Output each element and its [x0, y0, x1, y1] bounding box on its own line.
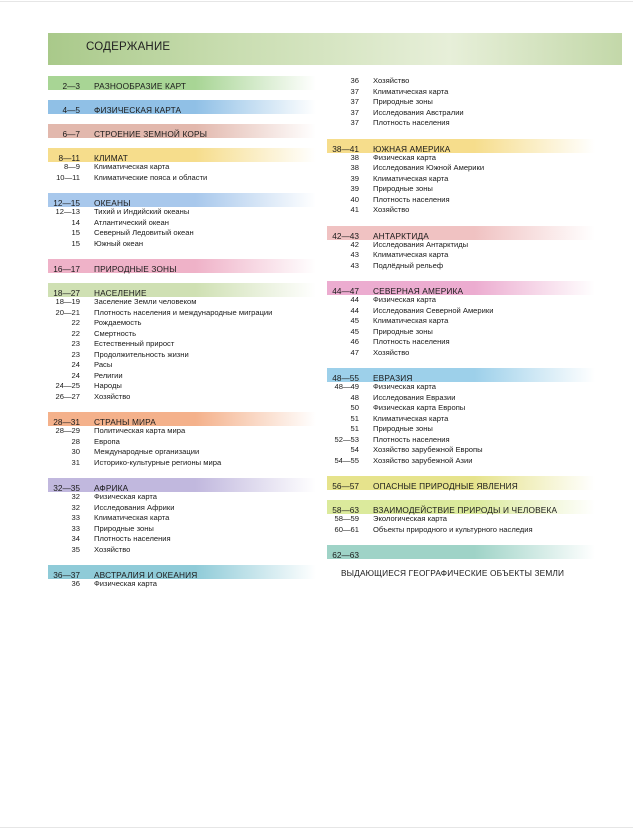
entry-title: Плотность населения — [373, 194, 450, 204]
section-title: СТРОЕНИЕ ЗЕМНОЙ КОРЫ — [94, 129, 208, 139]
entry-title: Климатическая карта — [373, 316, 449, 325]
section-heading[interactable] — [327, 226, 595, 240]
section-pages: 4—5 — [62, 105, 80, 115]
toc-entry[interactable] — [327, 403, 595, 414]
entry-pages: 20—21 — [55, 307, 80, 317]
section-pages: 16—17 — [53, 264, 80, 274]
section-heading[interactable] — [48, 259, 316, 273]
section-title: ЮЖНАЯ АМЕРИКА — [373, 143, 451, 154]
entry-pages: 37 — [350, 107, 359, 117]
toc-entry[interactable] — [48, 350, 316, 361]
section-color-band — [48, 193, 316, 207]
toc-entry[interactable] — [327, 414, 595, 425]
entry-pages: 8—9 — [63, 162, 80, 171]
entry-pages: 28—29 — [55, 426, 80, 435]
entry-title: Южный океан — [94, 238, 144, 248]
entry-title: Климатические пояса и области — [94, 172, 208, 182]
toc-entry[interactable] — [327, 424, 595, 435]
toc-entry[interactable] — [327, 184, 595, 195]
toc-entry[interactable] — [327, 393, 595, 404]
section-color-band — [48, 148, 316, 162]
toc-section — [48, 259, 316, 273]
entry-pages: 26—27 — [55, 391, 80, 401]
section-pages: 36—37 — [53, 570, 80, 580]
entry-pages: 51 — [350, 413, 359, 423]
entry-pages: 37 — [350, 118, 359, 127]
entry-title: Северный Ледовитый океан — [94, 228, 194, 237]
entry-pages: 39 — [350, 184, 359, 193]
toc-column-right — [327, 76, 595, 578]
toc-entry[interactable] — [327, 327, 595, 338]
section-pages: 6—7 — [62, 129, 80, 139]
toc-entry[interactable] — [327, 205, 595, 216]
section-heading[interactable] — [48, 148, 316, 162]
toc-entry[interactable] — [48, 545, 316, 556]
entry-pages: 50 — [350, 403, 359, 412]
section-heading[interactable] — [327, 368, 595, 382]
entry-title: Климатическая карта — [373, 413, 449, 423]
toc-entry[interactable] — [327, 316, 595, 327]
toc-section — [48, 76, 316, 90]
entry-pages: 33 — [71, 523, 80, 533]
entry-title: Природные зоны — [373, 97, 433, 106]
toc-section — [327, 500, 595, 535]
entry-title: Исследования Южной Америки — [373, 163, 485, 172]
section-title: ОПАСНЫЕ ПРИРОДНЫЕ ЯВЛЕНИЯ — [373, 481, 518, 491]
section-heading[interactable] — [48, 478, 316, 492]
entry-title: Плотность населения — [373, 337, 450, 346]
section-color-band — [327, 139, 595, 153]
entry-pages: 32 — [71, 502, 80, 512]
entry-pages: 54 — [350, 445, 359, 454]
section-title: РАЗНООБРАЗИЕ КАРТ — [94, 81, 187, 91]
entry-pages: 41 — [350, 205, 359, 214]
entry-pages: 39 — [350, 173, 359, 183]
toc-entry[interactable] — [327, 435, 595, 446]
section-color-band — [48, 478, 316, 492]
toc-entry[interactable] — [327, 348, 595, 359]
toc-entry[interactable] — [48, 318, 316, 329]
entry-title: Климатическая карта — [94, 513, 170, 522]
entry-pages: 10—11 — [56, 172, 80, 182]
section-title: ЕВРАЗИЯ — [373, 373, 413, 383]
page-title: СОДЕРЖАНИЕ — [86, 41, 171, 53]
section-pages: 44—47 — [332, 286, 359, 296]
entry-pages: 43 — [350, 260, 359, 270]
section-pages: 38—41 — [332, 143, 359, 154]
toc-entry[interactable] — [48, 228, 316, 239]
toc-section — [327, 368, 595, 466]
section-title: ОКЕАНЫ — [94, 198, 131, 208]
section-color-band — [48, 100, 316, 114]
toc-entry[interactable] — [48, 492, 316, 503]
entry-title: Рождаемость — [94, 318, 142, 327]
entry-title: Хозяйство зарубежной Европы — [373, 445, 483, 454]
entry-title: Плотность населения — [94, 534, 171, 543]
entry-title: Климатическая карта — [373, 86, 449, 96]
section-pages: 62—63 — [332, 550, 359, 560]
toc-entry[interactable] — [327, 250, 595, 261]
toc-entry[interactable] — [48, 308, 316, 319]
entry-title: Исследования Евразии — [373, 392, 456, 402]
toc-entry[interactable] — [48, 513, 316, 524]
section-color-band — [48, 283, 316, 297]
toc-entry[interactable] — [327, 240, 595, 251]
toc-entry[interactable] — [327, 445, 595, 456]
contents-header — [48, 33, 622, 65]
toc-section — [327, 139, 595, 216]
toc-entry[interactable] — [48, 162, 316, 173]
entry-pages: 48 — [350, 392, 359, 402]
entry-pages: 36 — [71, 579, 80, 588]
toc-entry[interactable] — [48, 239, 316, 250]
section-title: АВСТРАЛИЯ И ОКЕАНИЯ — [94, 570, 198, 580]
section-heading[interactable] — [48, 124, 316, 138]
entry-pages: 32 — [71, 492, 80, 501]
entry-title: Физическая карта — [94, 492, 158, 501]
entry-title: Природные зоны — [373, 326, 433, 336]
entry-pages: 23 — [71, 349, 80, 359]
toc-section — [48, 100, 316, 114]
entry-title: Европа — [94, 436, 120, 446]
entry-title: Расы — [94, 360, 113, 369]
entry-title: Природные зоны — [94, 523, 154, 533]
toc-section — [48, 412, 316, 468]
section-color-band — [327, 226, 595, 240]
toc-entry[interactable] — [327, 76, 595, 87]
section-heading[interactable] — [48, 412, 316, 426]
section-heading[interactable] — [48, 565, 316, 579]
bottom-rule — [0, 827, 633, 828]
entry-title: Экологическая карта — [373, 514, 447, 523]
section-heading[interactable] — [48, 100, 316, 114]
toc-entry[interactable] — [327, 382, 595, 393]
entry-title: Народы — [94, 381, 122, 390]
entry-title: Природные зоны — [373, 184, 433, 193]
section-title: ПРИРОДНЫЕ ЗОНЫ — [94, 264, 177, 274]
toc-entry[interactable] — [48, 329, 316, 340]
toc-section — [48, 478, 316, 555]
section-color-band — [48, 259, 316, 273]
toc-entry[interactable] — [48, 360, 316, 371]
toc-entry[interactable] — [327, 87, 595, 98]
section-title: АФРИКА — [94, 483, 129, 493]
entry-title: Климатическая карта — [373, 173, 449, 183]
section-color-band — [48, 412, 316, 426]
section-pages: 12—15 — [53, 198, 80, 208]
entry-title: Заселение Земли человеком — [94, 297, 197, 306]
section-title: АНТАРКТИДА — [373, 230, 429, 241]
entry-title: Хозяйство — [373, 76, 410, 85]
entry-pages: 28 — [71, 436, 80, 446]
toc-entry[interactable] — [48, 534, 316, 545]
entry-title: Природные зоны — [373, 424, 433, 433]
section-heading[interactable] — [327, 476, 595, 490]
toc-entry[interactable] — [327, 108, 595, 119]
entry-pages: 42 — [350, 239, 359, 249]
toc-entry[interactable] — [48, 207, 316, 218]
section-pages: 32—35 — [53, 483, 80, 493]
entry-pages: 35 — [71, 544, 80, 554]
entry-title: Физическая карта Европы — [373, 403, 466, 412]
entry-title: Хозяйство — [373, 205, 410, 214]
top-rule — [0, 1, 633, 2]
entry-title: Хозяйство — [94, 391, 131, 401]
toc-entry[interactable] — [48, 426, 316, 437]
entry-pages: 48—49 — [334, 382, 359, 391]
entry-pages: 37 — [350, 97, 359, 106]
entry-pages: 45 — [350, 316, 359, 325]
toc-entry[interactable] — [327, 337, 595, 348]
section-title: ВЫДАЮЩИЕСЯ ГЕОГРАФИЧЕСКИЕ ОБЪЕКТЫ ЗЕМЛИ — [341, 568, 565, 578]
entry-pages: 12—13 — [55, 207, 80, 216]
section-heading[interactable] — [327, 500, 595, 514]
entry-pages: 22 — [71, 328, 80, 338]
entry-pages: 45 — [350, 326, 359, 336]
section-pages: 56—57 — [332, 481, 359, 491]
entry-title: Тихий и Индийский океаны — [94, 207, 190, 216]
toc-section — [48, 124, 316, 138]
toc-column-left — [48, 76, 316, 600]
entry-pages: 47 — [350, 347, 359, 357]
entry-pages: 34 — [71, 534, 80, 543]
toc-entry[interactable] — [327, 153, 595, 164]
entry-title: Религии — [94, 370, 123, 380]
section-color-band — [327, 545, 595, 559]
section-heading[interactable] — [48, 193, 316, 207]
toc-section — [48, 565, 316, 590]
entry-title: Политическая карта мира — [94, 426, 186, 435]
entry-pages: 38 — [350, 163, 359, 172]
toc-entry[interactable] — [327, 174, 595, 185]
entry-title: Подлёдный рельеф — [373, 260, 444, 270]
toc-entry[interactable] — [48, 381, 316, 392]
entry-title: Атлантический океан — [94, 217, 169, 227]
entry-title: Историко-культурные регионы мира — [94, 457, 222, 467]
entry-pages: 18—19 — [55, 297, 80, 306]
toc-entry[interactable] — [48, 458, 316, 469]
entry-title: Продолжительность жизни — [94, 349, 189, 359]
toc-section — [327, 226, 595, 272]
entry-pages: 60—61 — [334, 524, 359, 534]
toc-entry[interactable] — [48, 392, 316, 403]
entry-title: Климатическая карта — [94, 162, 170, 171]
entry-pages: 46 — [350, 337, 359, 346]
entry-title: Плотность населения и международные миграции — [94, 307, 273, 317]
entry-title: Смертность — [94, 328, 137, 338]
entry-title: Исследования Австралии — [373, 107, 464, 117]
entry-pages: 38 — [350, 152, 359, 162]
section-heading[interactable] — [327, 545, 595, 578]
toc-section — [327, 76, 595, 129]
entry-pages: 40 — [350, 194, 359, 204]
entry-pages: 54—55 — [334, 455, 359, 465]
entry-pages: 33 — [71, 513, 80, 522]
toc-entry[interactable] — [48, 503, 316, 514]
entry-pages: 15 — [71, 238, 80, 248]
section-heading[interactable] — [327, 281, 595, 295]
section-heading[interactable] — [48, 283, 316, 297]
section-title: СЕВЕРНАЯ АМЕРИКА — [373, 286, 464, 296]
toc-entry[interactable] — [48, 437, 316, 448]
section-pages: 2—3 — [62, 81, 80, 91]
entry-title: Хозяйство — [373, 347, 410, 357]
entry-pages: 36 — [350, 76, 359, 85]
entry-pages: 43 — [350, 250, 359, 259]
toc-section — [48, 148, 316, 183]
toc-entry[interactable] — [327, 118, 595, 129]
section-pages: 48—55 — [332, 373, 359, 383]
entry-pages: 37 — [350, 86, 359, 96]
toc-section — [48, 283, 316, 402]
entry-title: Объекты природного и культурного наследия — [373, 524, 533, 534]
entry-pages: 24 — [71, 360, 80, 369]
entry-pages: 44 — [350, 295, 359, 304]
section-title: КЛИМАТ — [94, 153, 129, 163]
section-pages: 42—43 — [332, 230, 359, 241]
section-title: НАСЕЛЕНИЕ — [94, 288, 147, 298]
entry-title: Естественный прирост — [94, 339, 175, 348]
entry-pages: 30 — [71, 447, 80, 456]
entry-pages: 31 — [71, 457, 80, 467]
toc-entry[interactable] — [48, 173, 316, 184]
toc-entry[interactable] — [48, 218, 316, 229]
entry-pages: 24—25 — [55, 381, 80, 390]
entry-pages: 23 — [71, 339, 80, 348]
entry-title: Физическая карта — [94, 579, 158, 588]
entry-pages: 14 — [71, 217, 80, 227]
toc-entry[interactable] — [327, 261, 595, 272]
section-pages: 28—31 — [53, 417, 80, 427]
toc-entry[interactable] — [48, 371, 316, 382]
entry-title: Физическая карта — [373, 152, 437, 162]
entry-title: Хозяйство — [94, 544, 131, 554]
section-title: ФИЗИЧЕСКАЯ КАРТА — [94, 105, 182, 115]
toc-section — [327, 545, 595, 578]
entry-title: Климатическая карта — [373, 250, 449, 259]
entry-title: Исследования Африки — [94, 502, 175, 512]
entry-pages: 58—59 — [334, 514, 359, 523]
toc-entry[interactable] — [327, 525, 595, 536]
entry-pages: 52—53 — [334, 434, 359, 444]
toc-section — [327, 476, 595, 490]
toc-entry[interactable] — [327, 97, 595, 108]
toc-entry[interactable] — [327, 163, 595, 174]
entry-title: Физическая карта — [373, 295, 437, 304]
section-heading[interactable] — [327, 139, 595, 153]
toc-entry[interactable] — [48, 447, 316, 458]
entry-pages: 24 — [71, 370, 80, 380]
entry-title: Физическая карта — [373, 382, 437, 391]
entry-pages: 51 — [350, 424, 359, 433]
entry-title: Плотность населения — [373, 118, 450, 127]
entry-title: Плотность населения — [373, 434, 450, 444]
toc-entry[interactable] — [48, 339, 316, 350]
toc-section — [48, 193, 316, 249]
toc-entry[interactable] — [327, 456, 595, 467]
entry-title: Исследования Антарктиды — [373, 239, 469, 249]
toc-entry[interactable] — [48, 297, 316, 308]
entry-title: Исследования Северной Америки — [373, 305, 494, 315]
section-pages: 58—63 — [332, 505, 359, 515]
toc-entry[interactable] — [327, 195, 595, 206]
section-heading[interactable] — [48, 76, 316, 90]
toc-entry[interactable] — [327, 306, 595, 317]
entry-title: Международные организации — [94, 447, 200, 456]
toc-entry[interactable] — [48, 524, 316, 535]
section-pages: 8—11 — [58, 153, 80, 163]
section-title: ВЗАИМОДЕЙСТВИЕ ПРИРОДЫ И ЧЕЛОВЕКА — [373, 505, 558, 515]
entry-pages: 22 — [71, 318, 80, 327]
entry-pages: 44 — [350, 305, 359, 315]
entry-pages: 15 — [71, 228, 80, 237]
section-color-band — [327, 368, 595, 382]
section-pages: 18—27 — [53, 288, 80, 298]
toc-section — [327, 281, 595, 358]
entry-title: Хозяйство зарубежной Азии — [373, 455, 473, 465]
section-title: СТРАНЫ МИРА — [94, 417, 156, 427]
